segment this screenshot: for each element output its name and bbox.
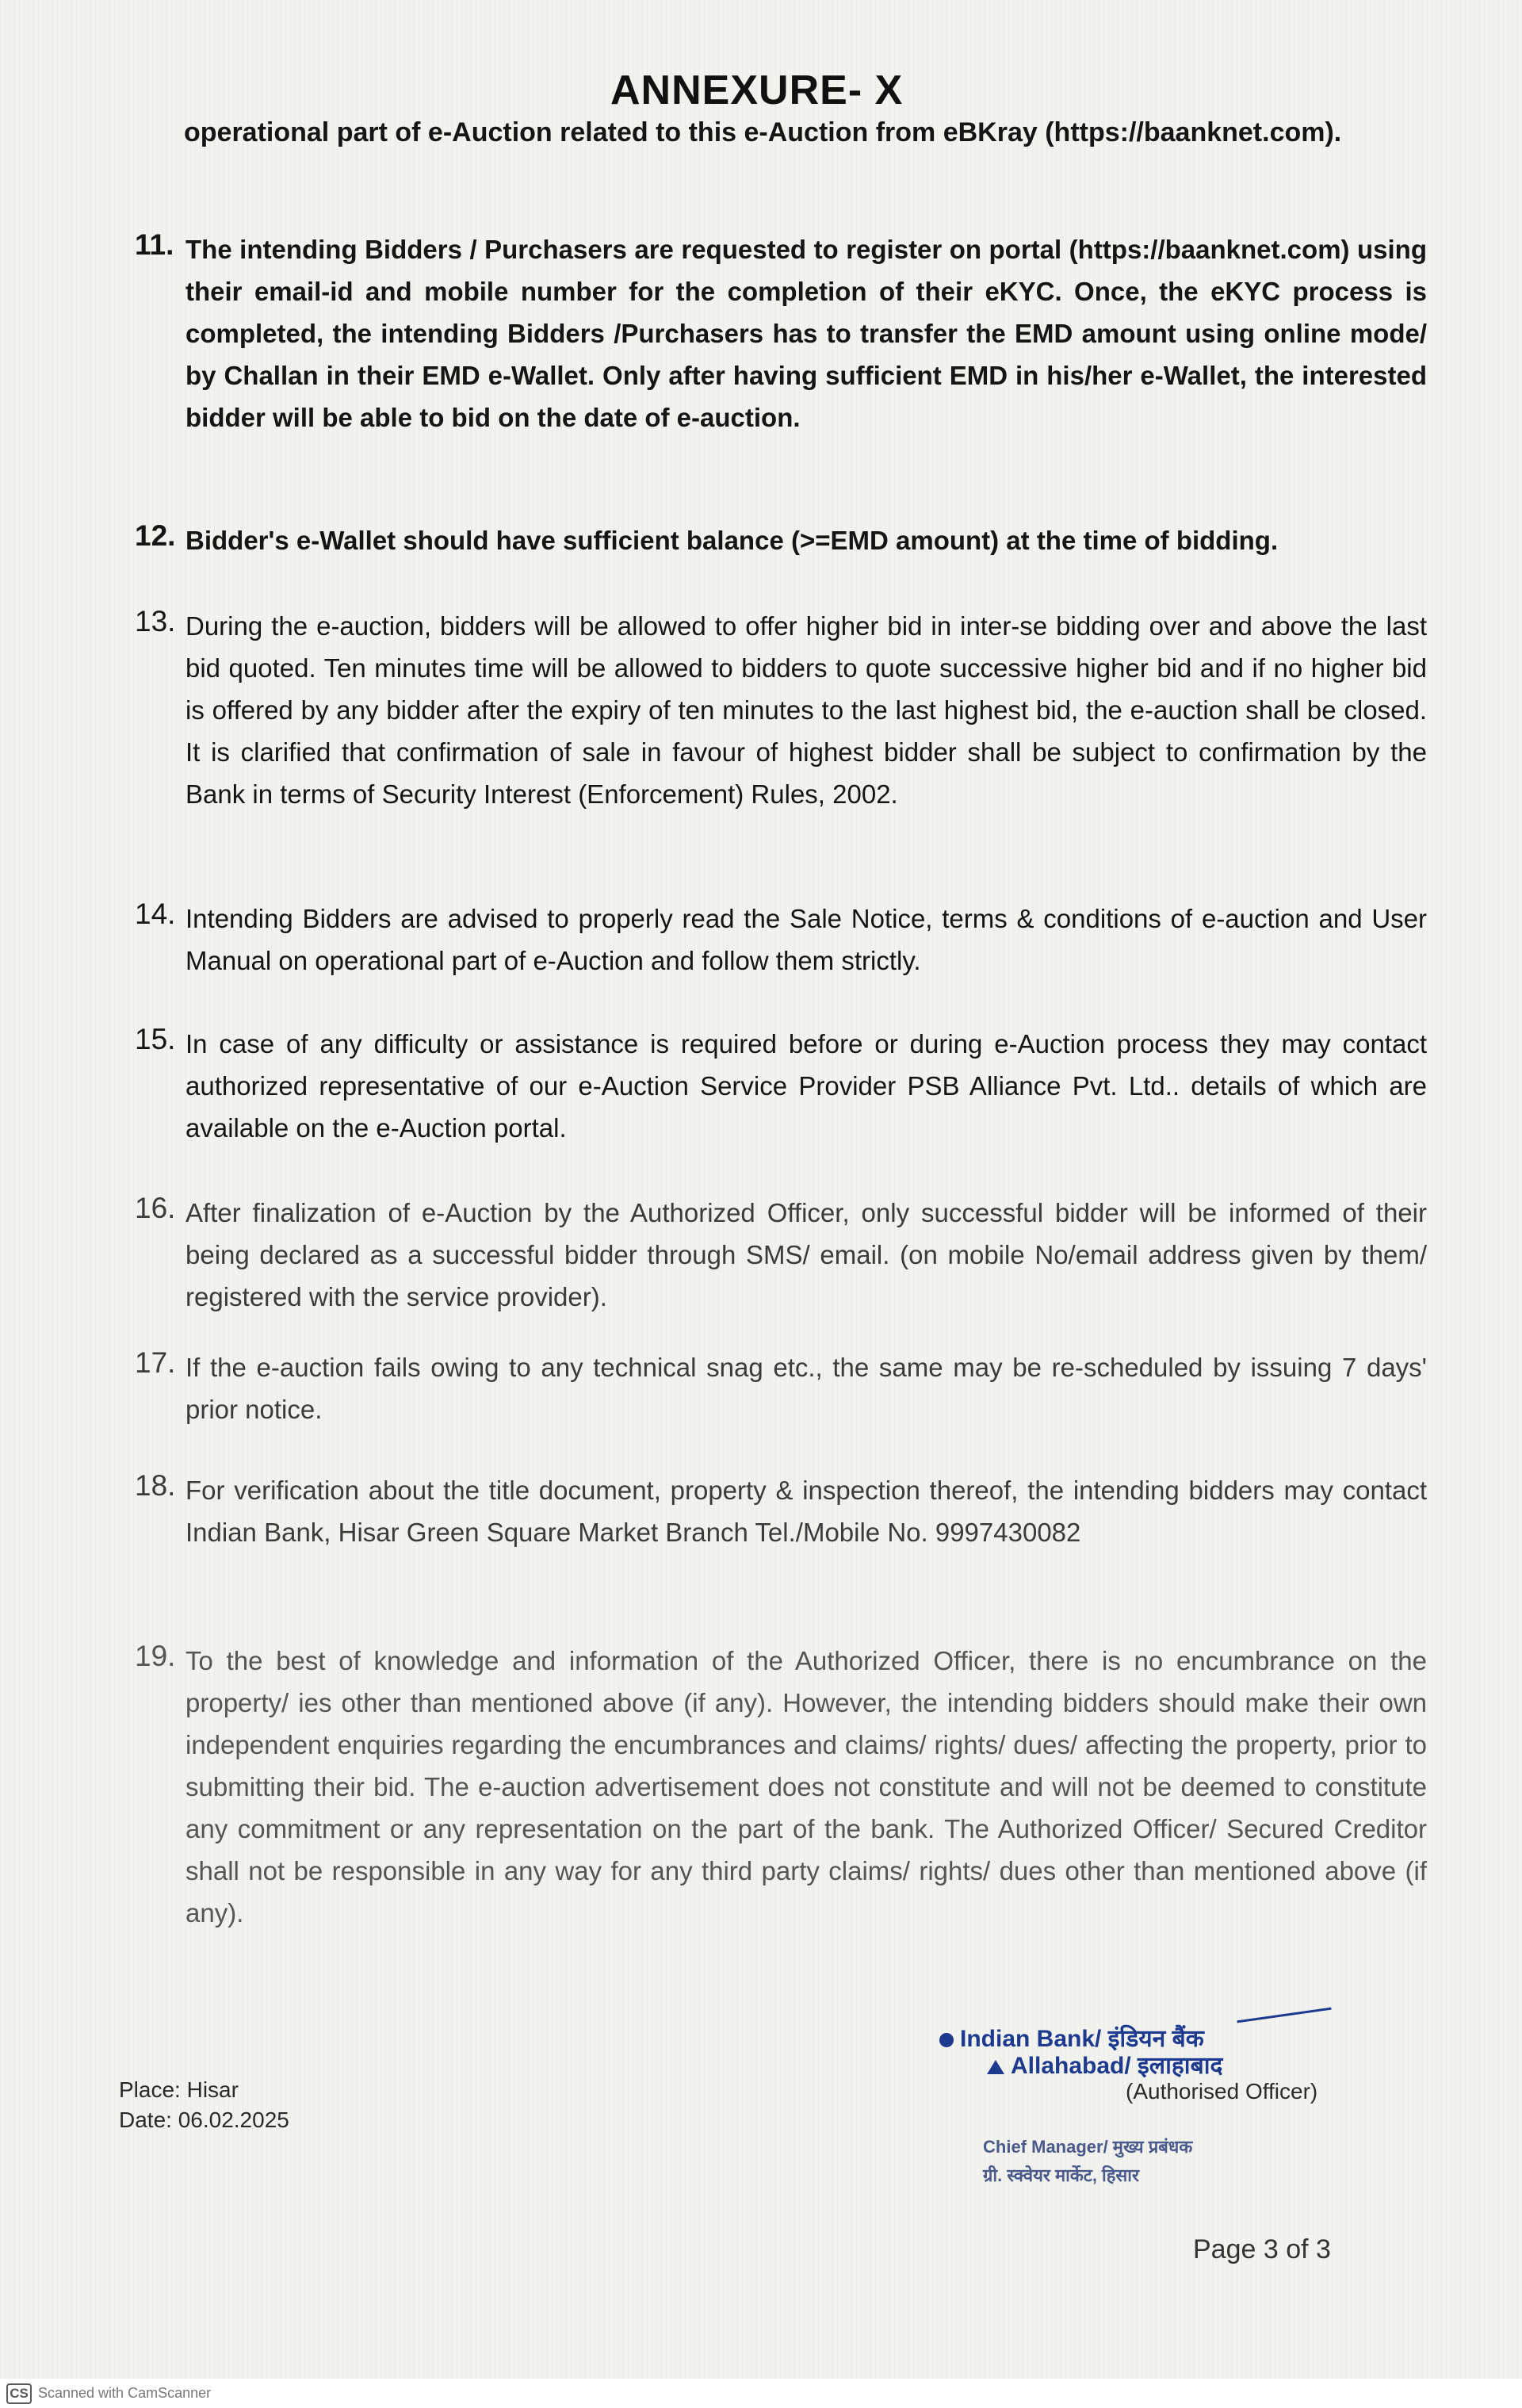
place-label: Place: Hisar bbox=[119, 2077, 239, 2102]
document-title: ANNEXURE- X bbox=[610, 67, 904, 113]
stamp-line-1: Indian Bank/ इंडियन बैंक bbox=[960, 2026, 1204, 2052]
clause-12 bbox=[135, 519, 1427, 561]
allahabad-logo-icon bbox=[987, 2060, 1004, 2074]
clause-number: 16. bbox=[135, 1192, 176, 1224]
clause-text: To the best of knowledge and information of the Authorized Officer, there is no encumbrance on the property/ ies other than mentioned above (if any). However, the intending bidders should make their own independent enquiries regarding the encumbrances and claims/ rights/ dues/ affecting the property, prior to submitting their bid. The e-auction advertisement does not constitute and will not be deemed to constitute any commitment or any representation on the part of the bank. The Authorized Officer/ Secured Creditor shall not be responsible in any way for any third party claims/ rights/ dues other than mentioned above (if any). bbox=[185, 1646, 1427, 1928]
authorised-officer-label: (Authorised Officer) bbox=[1126, 2079, 1318, 2104]
stamp-line-2: Allahabad/ इलाहाबाद bbox=[1011, 2053, 1223, 2079]
chief-manager-label: Chief Manager/ मुख्य प्रबंधक bbox=[983, 2137, 1193, 2157]
clause-15 bbox=[135, 1023, 1427, 1149]
clause-text: After finalization of e-Auction by the Authorized Officer, only successful bidder will be informed of their being declared as a successful bidder through SMS/ email. (on mobile No/email address given by them/ registered with the service provider). bbox=[185, 1198, 1427, 1311]
intro-paragraph: operational part of e-Auction related to this e-Auction from eBKray (https://baanknet.com). bbox=[184, 117, 1342, 147]
clause-number: 12. bbox=[135, 519, 176, 552]
date-label: Date: 06.02.2025 bbox=[119, 2107, 289, 2132]
chief-manager-stamp bbox=[983, 2133, 1192, 2190]
camscanner-logo-icon: CS bbox=[6, 2383, 32, 2404]
clause-number: 17. bbox=[135, 1346, 176, 1379]
clause-number: 11. bbox=[135, 228, 174, 261]
clause-11 bbox=[135, 228, 1427, 438]
clause-18 bbox=[135, 1469, 1427, 1553]
signature-stroke bbox=[1237, 2008, 1331, 2023]
clause-17 bbox=[135, 1346, 1427, 1430]
clause-text: In case of any difficulty or assistance is required before or during e-Auction process they may contact authorized representative of our e-Auction Service Provider PSB Alliance Pvt. Ltd.. details of which are available on the e-Auction portal. bbox=[185, 1029, 1427, 1143]
clause-number: 18. bbox=[135, 1469, 176, 1502]
clause-number: 14. bbox=[135, 898, 176, 930]
scanner-watermark-text: Scanned with CamScanner bbox=[38, 2385, 212, 2401]
clause-text: Intending Bidders are advised to properly read the Sale Notice, terms & conditions of e-auction and User Manual on operational part of e-Auction and follow them strictly. bbox=[185, 904, 1427, 975]
clause-text: Bidder's e-Wallet should have sufficient balance (>=EMD amount) at the time of bidding. bbox=[185, 526, 1279, 555]
page-number: Page 3 of 3 bbox=[1193, 2234, 1331, 2264]
clause-text: If the e-auction fails owing to any technical snag etc., the same may be re-scheduled by issuing 7 days' prior notice. bbox=[185, 1353, 1427, 1424]
branch-label: ग्री. स्क्वेयर मार्केट, हिसार bbox=[983, 2165, 1139, 2185]
indian-bank-logo-icon bbox=[939, 2033, 954, 2047]
clause-text: The intending Bidders / Purchasers are requested to register on portal (https://baanknet.com) using their email-id and mobile number for the completion of their eKYC. Once, the eKYC process is completed, the intending Bidders /Purchasers has to transfer the EMD amount using online mode/ by Challan in their EMD e-Wallet. Only after having sufficient EMD in his/her e-Wallet, the interested bidder will be able to bid on the date of e-auction. bbox=[185, 235, 1427, 432]
clause-14 bbox=[135, 898, 1427, 982]
scanner-footer bbox=[0, 2379, 1522, 2408]
bank-stamp bbox=[939, 2026, 1222, 2080]
clause-19 bbox=[135, 1640, 1427, 1934]
clause-number: 15. bbox=[135, 1023, 176, 1055]
clause-16 bbox=[135, 1192, 1427, 1318]
clause-text: During the e-auction, bidders will be allowed to offer higher bid in inter-se bidding over and above the last bid quoted. Ten minutes time will be allowed to bidders to quote successive higher bid and if no higher bid is offered by any bidder after the expiry of ten minutes to the last highest bid, the e-auction shall be closed. It is clarified that confirmation of sale in favour of highest bidder shall be subject to confirmation by the Bank in terms of Security Interest (Enforcement) Rules, 2002. bbox=[185, 611, 1427, 809]
clause-text: For verification about the title document, property & inspection thereof, the intending bidders may contact Indian Bank, Hisar Green Square Market Branch Tel./Mobile No. 9997430082 bbox=[185, 1476, 1427, 1547]
clause-number: 19. bbox=[135, 1640, 176, 1672]
clause-number: 13. bbox=[135, 605, 176, 637]
clause-13 bbox=[135, 605, 1427, 815]
